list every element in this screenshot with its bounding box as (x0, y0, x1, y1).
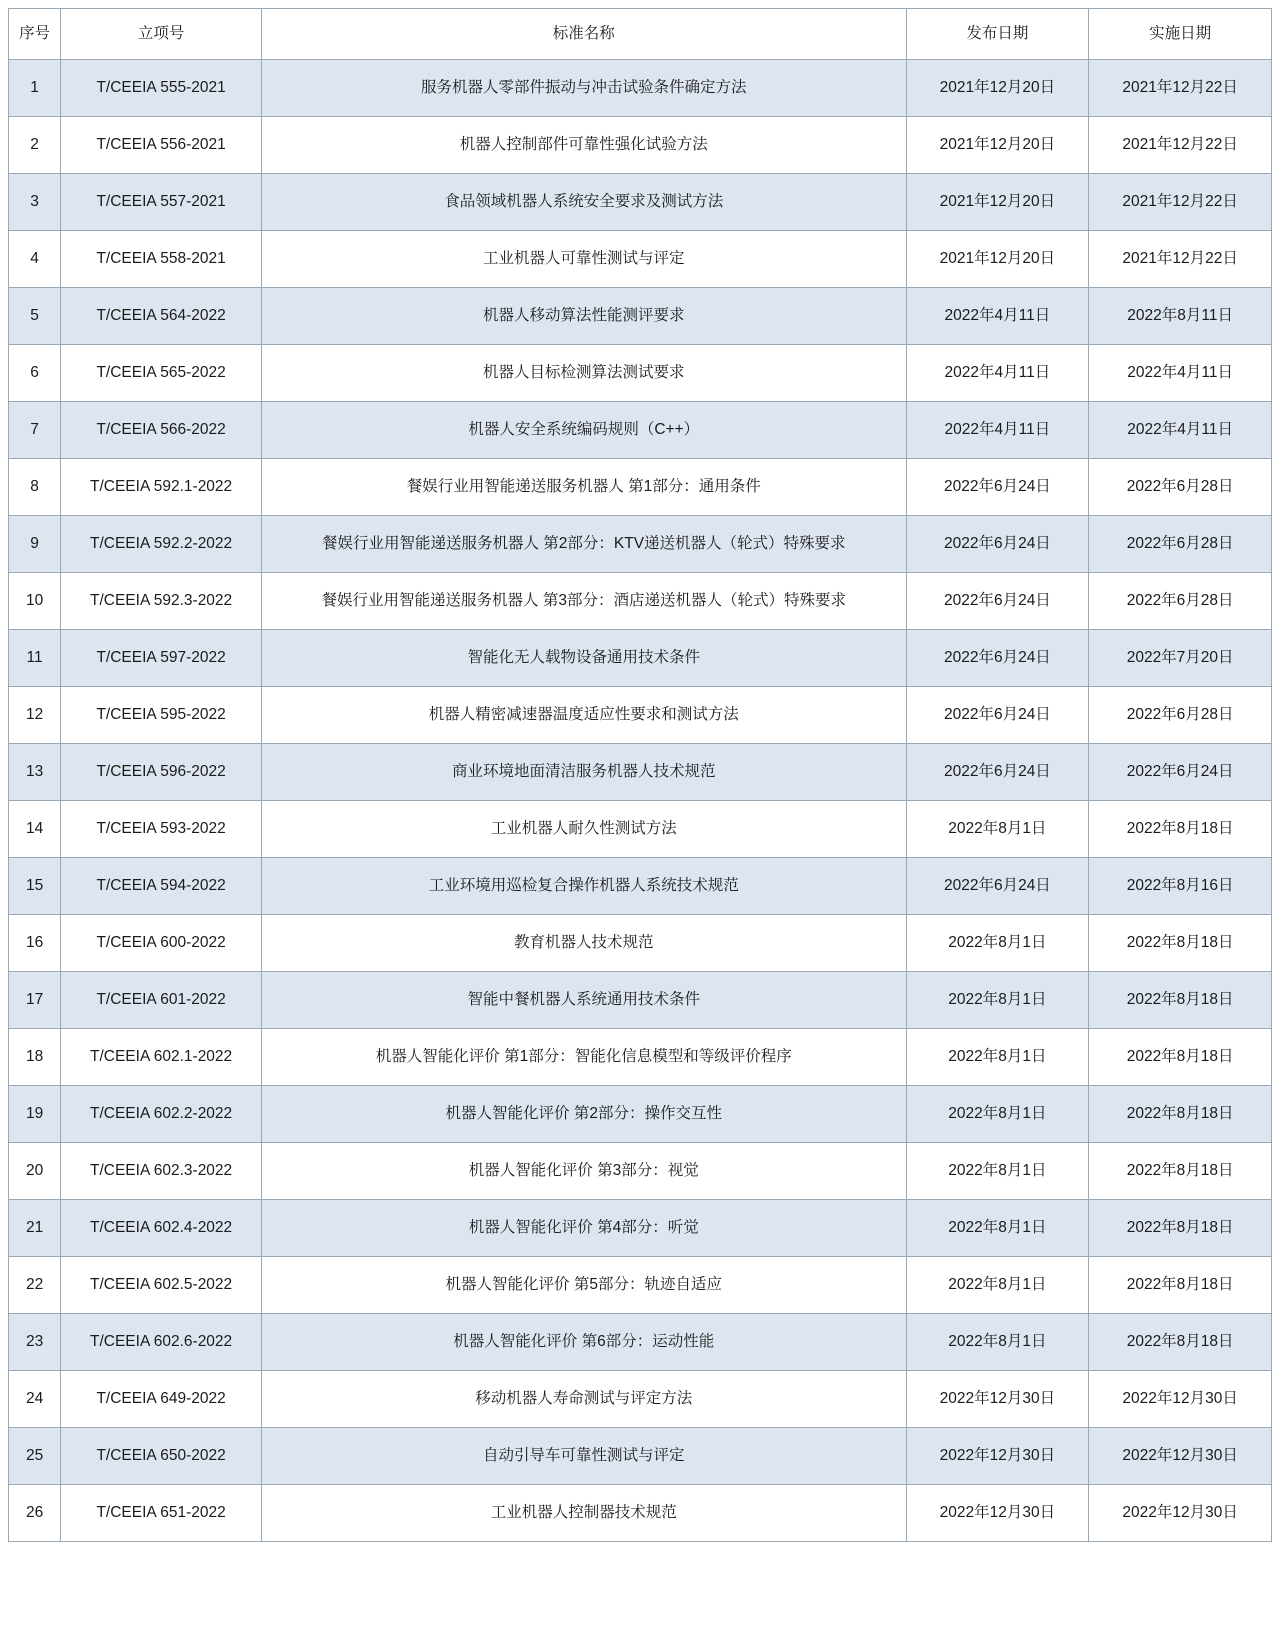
cell-project-code: T/CEEIA 565-2022 (61, 345, 262, 402)
table-row (9, 1428, 1272, 1485)
table-row (9, 288, 1272, 345)
table-row (9, 174, 1272, 231)
cell-project-code: T/CEEIA 602.6-2022 (61, 1314, 262, 1371)
standards-table (8, 8, 1272, 1542)
cell-project-code: T/CEEIA 597-2022 (61, 630, 262, 687)
cell-implement-date: 2022年8月18日 (1089, 972, 1272, 1029)
table-row (9, 687, 1272, 744)
cell-implement-date: 2022年8月18日 (1089, 1086, 1272, 1143)
cell-index: 23 (9, 1314, 61, 1371)
cell-implement-date: 2022年8月18日 (1089, 1257, 1272, 1314)
cell-publish-date: 2022年6月24日 (906, 858, 1089, 915)
table-row (9, 1485, 1272, 1542)
cell-standard-name: 餐娱行业用智能递送服务机器人 第1部分：通用条件 (261, 459, 906, 516)
cell-publish-date: 2022年6月24日 (906, 687, 1089, 744)
cell-index: 13 (9, 744, 61, 801)
cell-publish-date: 2021年12月20日 (906, 174, 1089, 231)
table-row (9, 915, 1272, 972)
table-row (9, 1200, 1272, 1257)
cell-standard-name: 机器人智能化评价 第2部分：操作交互性 (261, 1086, 906, 1143)
cell-standard-name: 移动机器人寿命测试与评定方法 (261, 1371, 906, 1428)
table-header (9, 9, 1272, 60)
cell-index: 16 (9, 915, 61, 972)
cell-implement-date: 2021年12月22日 (1089, 231, 1272, 288)
cell-index: 10 (9, 573, 61, 630)
cell-standard-name: 机器人智能化评价 第4部分：听觉 (261, 1200, 906, 1257)
cell-standard-name: 餐娱行业用智能递送服务机器人 第2部分：KTV递送机器人（轮式）特殊要求 (261, 516, 906, 573)
cell-publish-date: 2022年8月1日 (906, 972, 1089, 1029)
cell-index: 18 (9, 1029, 61, 1086)
cell-standard-name: 智能中餐机器人系统通用技术条件 (261, 972, 906, 1029)
cell-index: 12 (9, 687, 61, 744)
cell-implement-date: 2022年8月18日 (1089, 1200, 1272, 1257)
table-row (9, 459, 1272, 516)
cell-implement-date: 2022年12月30日 (1089, 1428, 1272, 1485)
table-row (9, 117, 1272, 174)
cell-publish-date: 2022年8月1日 (906, 915, 1089, 972)
cell-project-code: T/CEEIA 600-2022 (61, 915, 262, 972)
cell-standard-name: 机器人安全系统编码规则（C++） (261, 402, 906, 459)
cell-index: 6 (9, 345, 61, 402)
cell-publish-date: 2022年4月11日 (906, 288, 1089, 345)
cell-implement-date: 2022年6月28日 (1089, 516, 1272, 573)
cell-publish-date: 2022年8月1日 (906, 1143, 1089, 1200)
cell-publish-date: 2022年6月24日 (906, 744, 1089, 801)
cell-index: 15 (9, 858, 61, 915)
cell-standard-name: 机器人智能化评价 第6部分：运动性能 (261, 1314, 906, 1371)
cell-standard-name: 服务机器人零部件振动与冲击试验条件确定方法 (261, 60, 906, 117)
cell-publish-date: 2022年12月30日 (906, 1371, 1089, 1428)
cell-implement-date: 2022年6月28日 (1089, 573, 1272, 630)
cell-index: 21 (9, 1200, 61, 1257)
column-header-standard-name: 标准名称 (261, 9, 906, 60)
cell-standard-name: 餐娱行业用智能递送服务机器人 第3部分：酒店递送机器人（轮式）特殊要求 (261, 573, 906, 630)
table-row (9, 402, 1272, 459)
table-row (9, 630, 1272, 687)
cell-implement-date: 2022年6月24日 (1089, 744, 1272, 801)
table-row (9, 231, 1272, 288)
cell-project-code: T/CEEIA 602.5-2022 (61, 1257, 262, 1314)
cell-implement-date: 2022年4月11日 (1089, 345, 1272, 402)
column-header-project-code: 立项号 (61, 9, 262, 60)
cell-publish-date: 2022年12月30日 (906, 1485, 1089, 1542)
cell-standard-name: 机器人控制部件可靠性强化试验方法 (261, 117, 906, 174)
table-body (9, 60, 1272, 1542)
cell-standard-name: 工业机器人耐久性测试方法 (261, 801, 906, 858)
cell-publish-date: 2022年6月24日 (906, 459, 1089, 516)
table-row (9, 744, 1272, 801)
cell-project-code: T/CEEIA 602.3-2022 (61, 1143, 262, 1200)
cell-standard-name: 智能化无人载物设备通用技术条件 (261, 630, 906, 687)
cell-publish-date: 2022年8月1日 (906, 1257, 1089, 1314)
cell-standard-name: 机器人智能化评价 第3部分：视觉 (261, 1143, 906, 1200)
cell-project-code: T/CEEIA 592.3-2022 (61, 573, 262, 630)
table-row (9, 972, 1272, 1029)
cell-project-code: T/CEEIA 556-2021 (61, 117, 262, 174)
cell-publish-date: 2022年8月1日 (906, 1200, 1089, 1257)
cell-publish-date: 2022年6月24日 (906, 516, 1089, 573)
table-header-row (9, 9, 1272, 60)
cell-standard-name: 商业环境地面清洁服务机器人技术规范 (261, 744, 906, 801)
cell-index: 11 (9, 630, 61, 687)
cell-index: 17 (9, 972, 61, 1029)
table-row (9, 573, 1272, 630)
cell-project-code: T/CEEIA 595-2022 (61, 687, 262, 744)
cell-implement-date: 2022年8月11日 (1089, 288, 1272, 345)
cell-project-code: T/CEEIA 650-2022 (61, 1428, 262, 1485)
cell-standard-name: 工业环境用巡检复合操作机器人系统技术规范 (261, 858, 906, 915)
cell-index: 7 (9, 402, 61, 459)
cell-index: 4 (9, 231, 61, 288)
table-row (9, 345, 1272, 402)
column-header-publish-date: 发布日期 (906, 9, 1089, 60)
cell-publish-date: 2022年12月30日 (906, 1428, 1089, 1485)
cell-project-code: T/CEEIA 649-2022 (61, 1371, 262, 1428)
cell-publish-date: 2022年8月1日 (906, 1029, 1089, 1086)
cell-index: 5 (9, 288, 61, 345)
cell-index: 20 (9, 1143, 61, 1200)
cell-publish-date: 2022年6月24日 (906, 630, 1089, 687)
cell-standard-name: 机器人目标检测算法测试要求 (261, 345, 906, 402)
cell-project-code: T/CEEIA 602.1-2022 (61, 1029, 262, 1086)
cell-index: 24 (9, 1371, 61, 1428)
cell-index: 26 (9, 1485, 61, 1542)
cell-publish-date: 2021年12月20日 (906, 60, 1089, 117)
table-row (9, 801, 1272, 858)
cell-standard-name: 食品领域机器人系统安全要求及测试方法 (261, 174, 906, 231)
cell-implement-date: 2022年6月28日 (1089, 687, 1272, 744)
cell-standard-name: 教育机器人技术规范 (261, 915, 906, 972)
cell-publish-date: 2022年6月24日 (906, 573, 1089, 630)
cell-publish-date: 2022年8月1日 (906, 801, 1089, 858)
table-row (9, 1086, 1272, 1143)
cell-project-code: T/CEEIA 593-2022 (61, 801, 262, 858)
cell-standard-name: 机器人智能化评价 第5部分：轨迹自适应 (261, 1257, 906, 1314)
cell-implement-date: 2022年8月18日 (1089, 1029, 1272, 1086)
table-row (9, 1257, 1272, 1314)
cell-standard-name: 工业机器人可靠性测试与评定 (261, 231, 906, 288)
column-header-index: 序号 (9, 9, 61, 60)
cell-implement-date: 2022年8月18日 (1089, 1143, 1272, 1200)
cell-index: 3 (9, 174, 61, 231)
cell-publish-date: 2021年12月20日 (906, 117, 1089, 174)
cell-project-code: T/CEEIA 564-2022 (61, 288, 262, 345)
table-row (9, 516, 1272, 573)
cell-publish-date: 2021年12月20日 (906, 231, 1089, 288)
cell-project-code: T/CEEIA 596-2022 (61, 744, 262, 801)
cell-standard-name: 机器人精密减速器温度适应性要求和测试方法 (261, 687, 906, 744)
table-row (9, 1371, 1272, 1428)
cell-index: 2 (9, 117, 61, 174)
cell-implement-date: 2022年8月18日 (1089, 801, 1272, 858)
cell-project-code: T/CEEIA 592.2-2022 (61, 516, 262, 573)
table-row (9, 1029, 1272, 1086)
cell-implement-date: 2021年12月22日 (1089, 117, 1272, 174)
table-row (9, 858, 1272, 915)
cell-publish-date: 2022年8月1日 (906, 1086, 1089, 1143)
cell-project-code: T/CEEIA 651-2022 (61, 1485, 262, 1542)
column-header-implement-date: 实施日期 (1089, 9, 1272, 60)
cell-implement-date: 2022年4月11日 (1089, 402, 1272, 459)
cell-standard-name: 机器人智能化评价 第1部分：智能化信息模型和等级评价程序 (261, 1029, 906, 1086)
cell-index: 9 (9, 516, 61, 573)
cell-project-code: T/CEEIA 592.1-2022 (61, 459, 262, 516)
cell-project-code: T/CEEIA 602.2-2022 (61, 1086, 262, 1143)
cell-implement-date: 2021年12月22日 (1089, 174, 1272, 231)
cell-index: 8 (9, 459, 61, 516)
cell-implement-date: 2022年6月28日 (1089, 459, 1272, 516)
table-row (9, 1143, 1272, 1200)
cell-publish-date: 2022年4月11日 (906, 402, 1089, 459)
table-row (9, 60, 1272, 117)
cell-index: 22 (9, 1257, 61, 1314)
cell-project-code: T/CEEIA 555-2021 (61, 60, 262, 117)
cell-project-code: T/CEEIA 602.4-2022 (61, 1200, 262, 1257)
cell-index: 14 (9, 801, 61, 858)
cell-project-code: T/CEEIA 557-2021 (61, 174, 262, 231)
cell-index: 19 (9, 1086, 61, 1143)
cell-implement-date: 2022年12月30日 (1089, 1485, 1272, 1542)
cell-standard-name: 自动引导车可靠性测试与评定 (261, 1428, 906, 1485)
table-row (9, 1314, 1272, 1371)
cell-project-code: T/CEEIA 566-2022 (61, 402, 262, 459)
cell-implement-date: 2022年8月18日 (1089, 915, 1272, 972)
cell-standard-name: 机器人移动算法性能测评要求 (261, 288, 906, 345)
cell-implement-date: 2021年12月22日 (1089, 60, 1272, 117)
cell-implement-date: 2022年8月16日 (1089, 858, 1272, 915)
cell-publish-date: 2022年8月1日 (906, 1314, 1089, 1371)
cell-index: 1 (9, 60, 61, 117)
cell-index: 25 (9, 1428, 61, 1485)
cell-implement-date: 2022年8月18日 (1089, 1314, 1272, 1371)
cell-implement-date: 2022年12月30日 (1089, 1371, 1272, 1428)
cell-project-code: T/CEEIA 558-2021 (61, 231, 262, 288)
cell-publish-date: 2022年4月11日 (906, 345, 1089, 402)
cell-project-code: T/CEEIA 594-2022 (61, 858, 262, 915)
cell-project-code: T/CEEIA 601-2022 (61, 972, 262, 1029)
cell-implement-date: 2022年7月20日 (1089, 630, 1272, 687)
cell-standard-name: 工业机器人控制器技术规范 (261, 1485, 906, 1542)
